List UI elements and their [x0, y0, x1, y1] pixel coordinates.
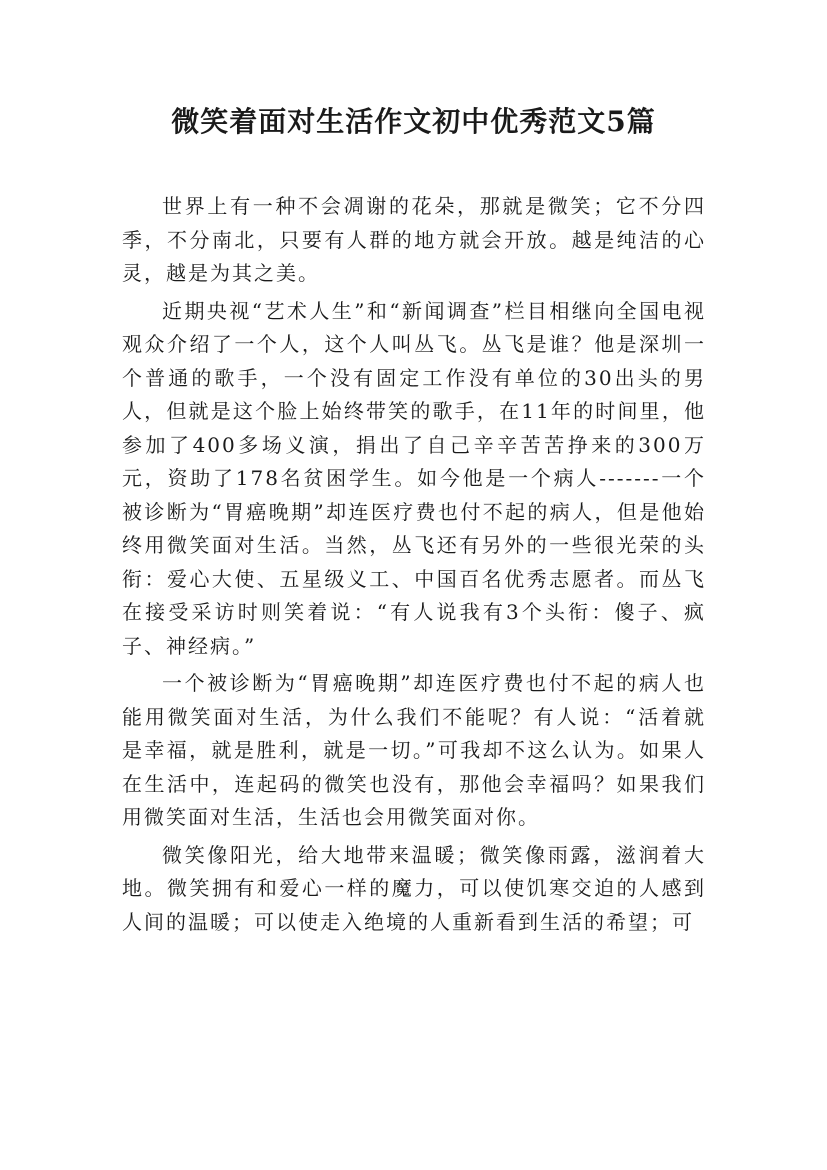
paragraph-4: 微笑像阳光，给大地带来温暖；微笑像雨露，滋润着大地。微笑拥有和爱心一样的魔力，可以使饥寒交迫的人感到人间的温暖；可以使走入绝境的人重新看到生活的希望；可 — [122, 842, 706, 934]
paragraph-3: 一个被诊断为“胃癌晚期”却连医疗费也付不起的病人也能用微笑面对生活，为什么我们不能呢？有人说：“活着就是幸福，就是胜利，就是一切。”可我却不这么认为。如果人在生活中，连起码的微笑也没有，那他会幸福吗？如果我们用微笑面对生活，生活也会用微笑面对你。 — [122, 671, 706, 829]
paragraph-1: 世界上有一种不会凋谢的花朵，那就是微笑；它不分四季，不分南北，只要有人群的地方就会开放。越是纯洁的心灵，越是为其之美。 — [122, 194, 706, 285]
document-title: 微笑着面对生活作文初中优秀范文5篇 — [171, 105, 656, 138]
paragraph-2: 近期央视“艺术人生”和“新闻调查”栏目相继向全国电视观众介绍了一个人，这个人叫丛飞。丛飞是谁？他是深圳一个普通的歌手，一个没有固定工作没有单位的30出头的男人，但就是这个脸上始终带笑的歌手，在11年的时间里，他参加了400多场义演，捐出了自己辛辛苦苦挣来的300万元，资助了178名贫困学生。如今他是一个病人-------一个被诊断为“胃癌晚期”却连医疗费也付不起的病人，但是他始终用微笑面对生活。当然，丛飞还有另外的一些很光荣的头衔：爱心大使、五星级义工、中国百名优秀志愿者。而丛飞在接受采访时则笑着说：“有人说我有3个头衔：傻子、疯子、神经病。” — [122, 298, 706, 658]
document-body — [122, 190, 706, 943]
